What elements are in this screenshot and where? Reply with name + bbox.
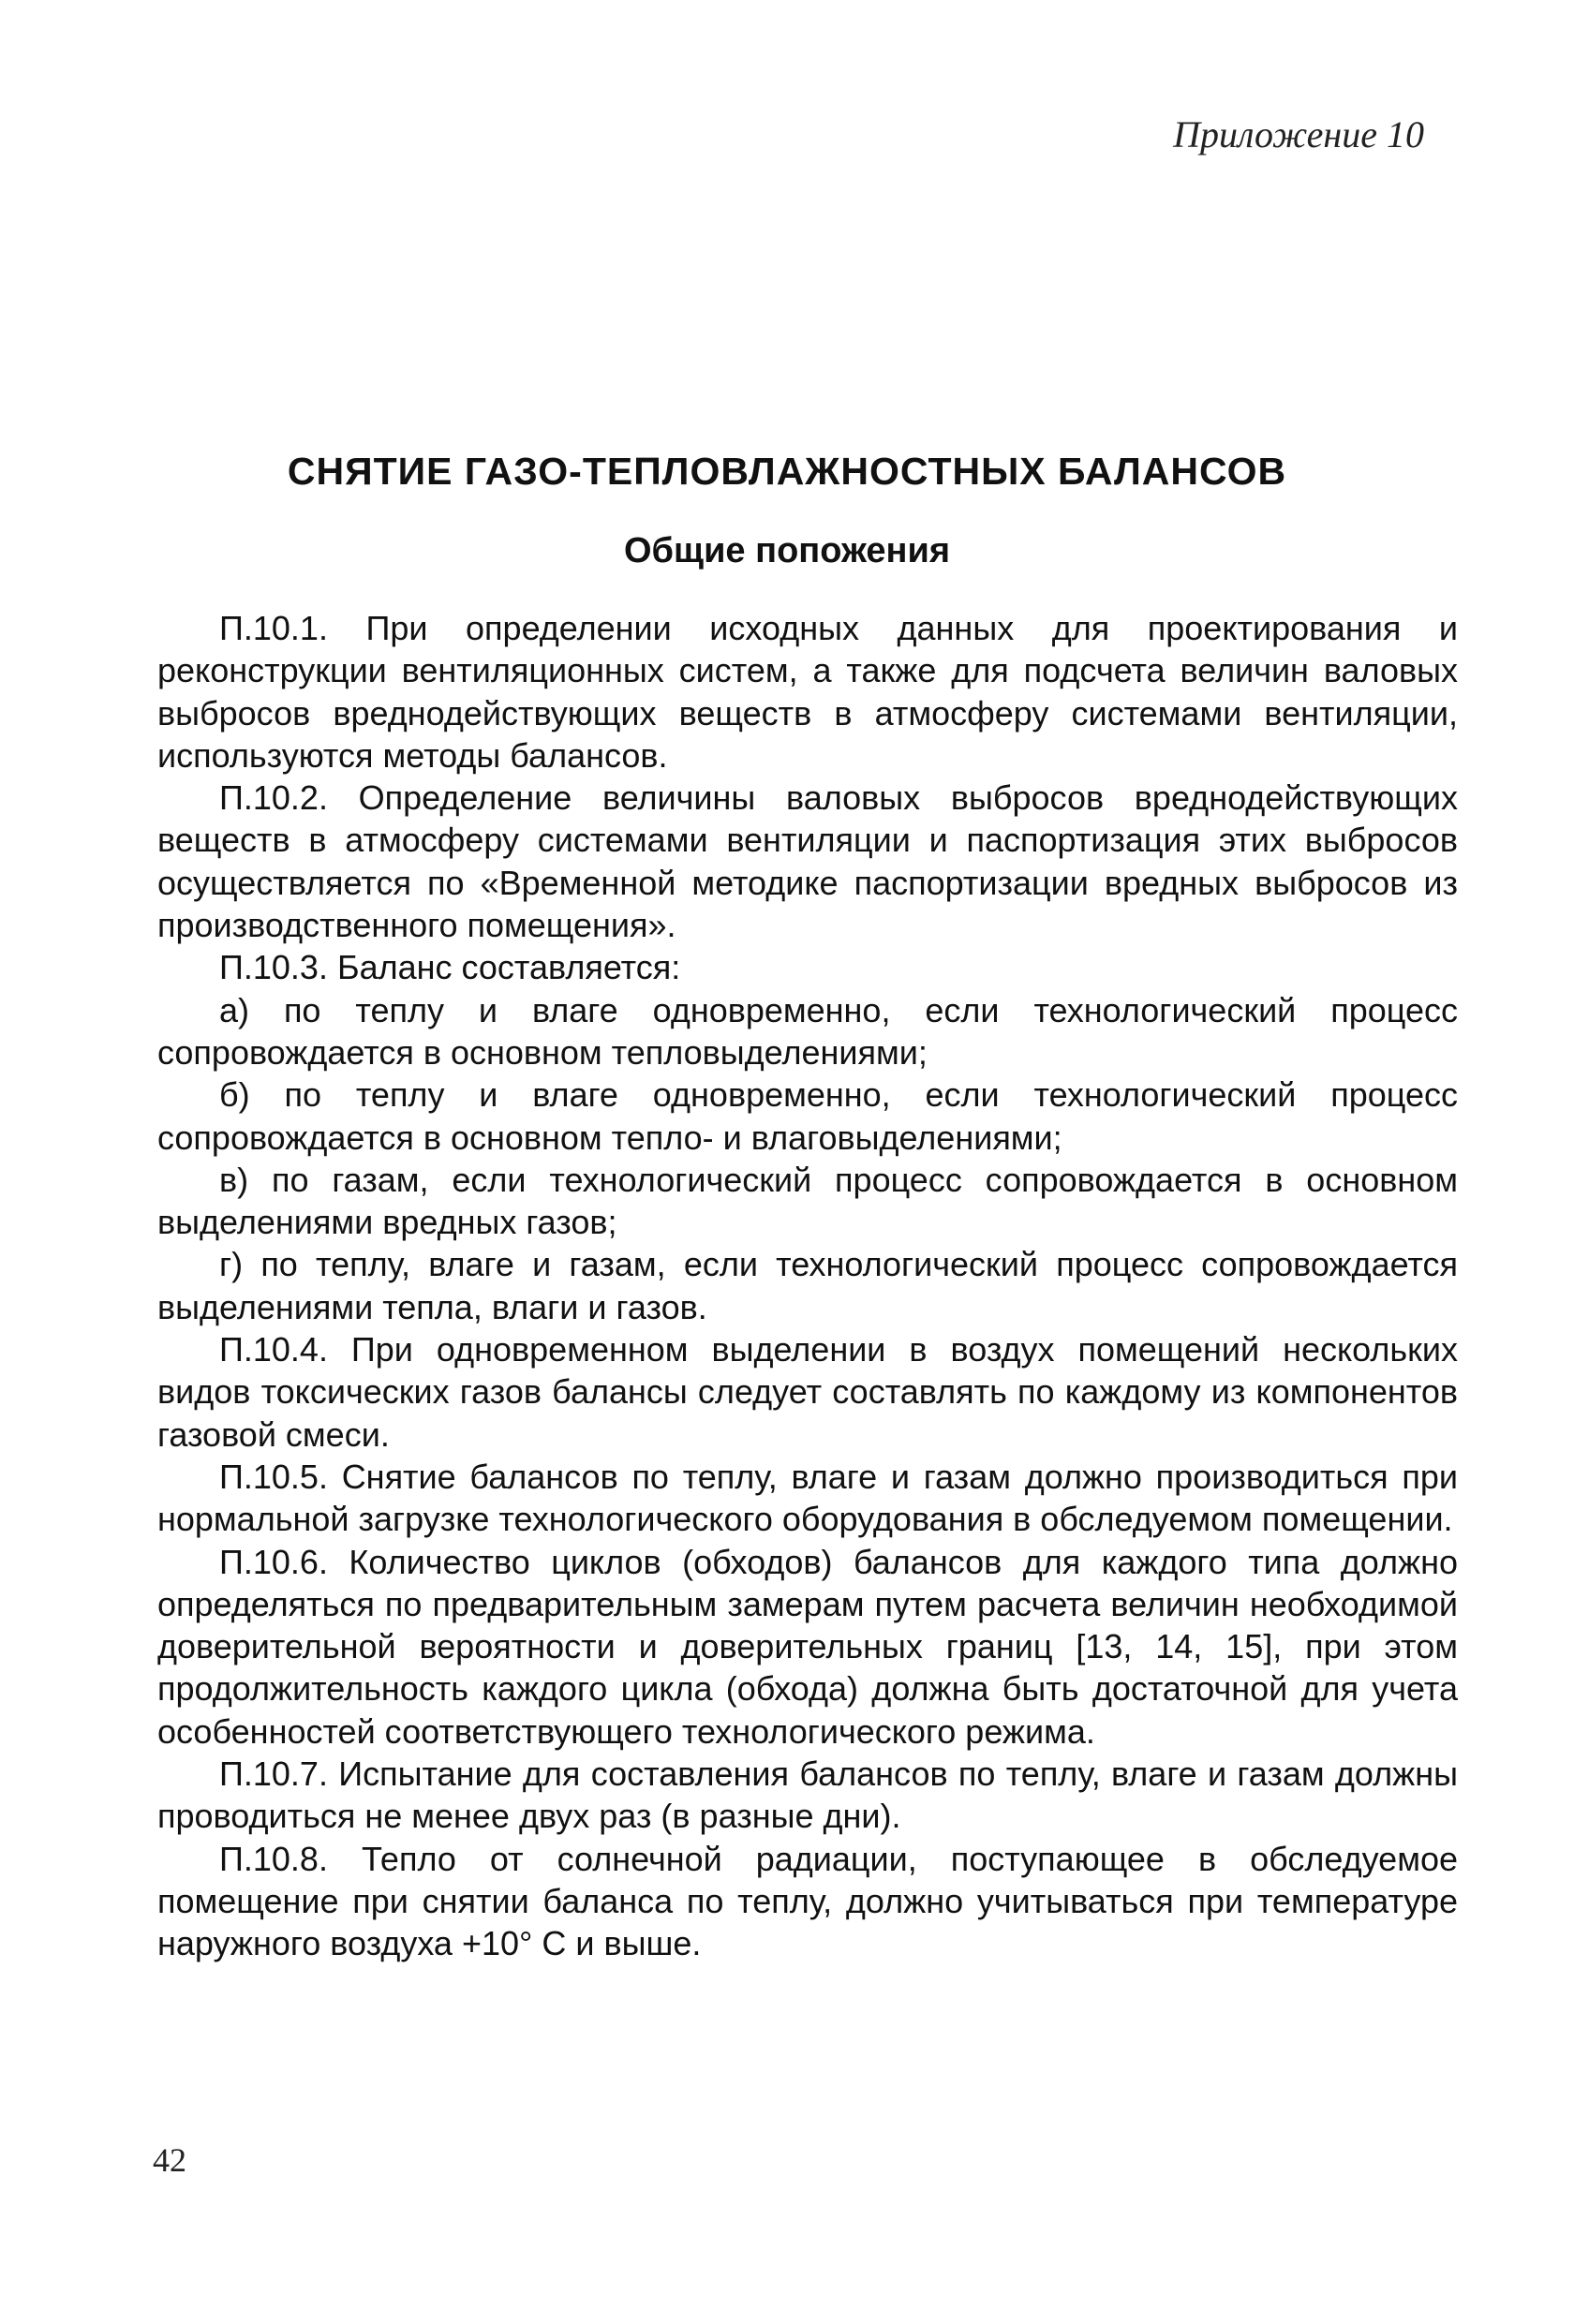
section-subtitle: Общие попожения [623, 531, 951, 570]
paragraph-p10-1: П.10.1. При определении исходных данных для проектирования и реконструкции вентиляционных систем, а также для подсчета величин валовых выбросов вреднодействующих веществ в атмосферу системами вентиляции, используются методы балансов. [157, 609, 1458, 775]
section-title: СНЯТИЕ ГАЗО-ТЕПЛОВЛАЖНОСТНЫХ БАЛАНСОВ [287, 450, 1287, 493]
paragraph-p10-5: П.10.5. Снятие балансов по теплу, влаге и газам должно производиться при нормальной загрузке технологического оборудования в обследуемом помещении. [157, 1457, 1458, 1539]
list-item-a: а) по теплу и влаге одновременно, если технологический процесс сопровождается в основном тепловыделениями; [157, 990, 1458, 1072]
paragraph-p10-4: П.10.4. При одновременном выделении в воздух помещений нескольких видов токсических газов балансы следует составлять по каждому из компонентов газовой смеси. [157, 1330, 1458, 1454]
list-item-g: г) по теплу, влаге и газам, если технологический процесс сопровождается выделениями тепла, влаги и газов. [157, 1245, 1458, 1326]
paragraph-p10-2: П.10.2. Определение величины валовых выбросов вреднодействующих веществ в атмосферу системами вентиляции и паспортизация этих выбросов осуществляется по «Временной методике паспортизации вредных выбросов из производственного помещения». [157, 778, 1458, 945]
paragraph-p10-6: П.10.6. Количество циклов (обходов) балансов для каждого типа должно определяться по предварительным замерам путем расчета величин необходимой доверительной вероятности и доверительных границ [13, 14, 15], при этом продолжительность каждого цикла (обхода) должна быть достаточной для учета особенностей соответствующего технологического режима. [157, 1542, 1458, 1751]
page-number: 42 [153, 2141, 186, 2179]
body-text [157, 607, 1458, 1965]
list-item-b: б) по теплу и влаге одновременно, если технологический процесс сопровождается в основном тепло- и влаговыделениями; [157, 1075, 1458, 1157]
list-item-v: в) по газам, если технологический процесс сопровождается в основном выделениями вредных газов; [157, 1160, 1458, 1242]
paragraph-p10-3: П.10.3. Баланс составляется: [219, 948, 681, 987]
paragraph-p10-7: П.10.7. Испытание для составления балансов по теплу, влаге и газам должны проводиться не менее двух раз (в разные дни). [157, 1754, 1458, 1836]
paragraph-p10-8: П.10.8. Тепло от солнечной радиации, поступающее в обследуемое помещение при снятии баланса по теплу, должно учитываться при температуре наружного воздуха +10° С и выше. [157, 1839, 1458, 1963]
appendix-label: Приложение 10 [1173, 113, 1424, 155]
